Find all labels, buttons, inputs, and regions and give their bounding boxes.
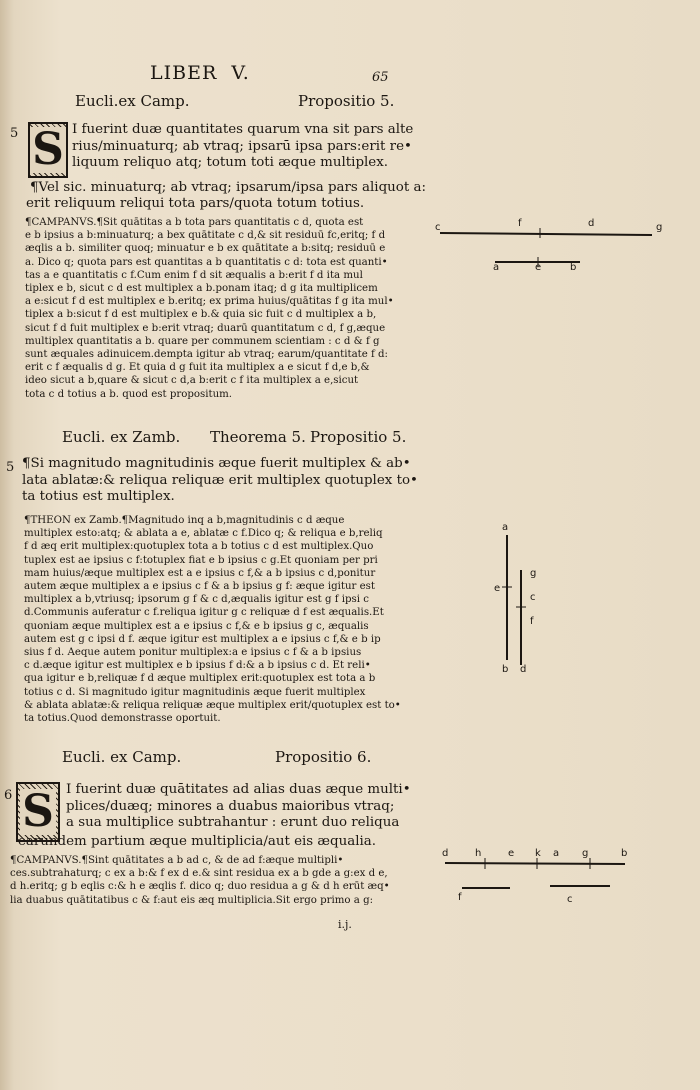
sec3-margin-number: 6 (4, 788, 13, 803)
comment-line: totius c d. Si magnitudo igitur magnitudinis æque fuerit multiplex (24, 686, 366, 698)
fig3-label-c: c (567, 894, 573, 905)
comment-line: æqlis a b. similiter quoq; minuatur e b ex quātitate a b:sitq; residuū e (25, 243, 386, 255)
comment-line: quoniam æque multiplex est a e ipsius c f,& e b ipsius g c, æqualis (24, 620, 369, 632)
comment-line: multiplex quantitatis a b. quare per communem scientiam : c d & f g (25, 335, 380, 347)
sec3-proposition: Propositio 6. (275, 748, 372, 766)
comment-line: autem est g c ipsi d f. æque igitur est multiplex a e ipsius c f,& e b ip (24, 633, 381, 645)
sec3-dropcap-letter: S (22, 786, 54, 837)
comment-line: & ablata ablatæ:& reliqua reliquæ æque multiplex erit/quotuplex est to• (24, 699, 401, 711)
comment-line: tota c d totius a b. quod est propositum. (25, 388, 233, 400)
comment-line: lia duabus quātitatibus c & f:aut eis æq multiplicia.Sit ergo primo a g: (10, 894, 374, 906)
comment-line: sius f d. Aeque autem ponitur multiplex:a e ipsius c f & a b ipsius (24, 647, 362, 659)
fig1-label-e: e (535, 262, 542, 273)
sec2-enunciation (22, 456, 418, 506)
sec1-vel2: erit reliquum reliqui tota pars/quota totum totius. (26, 196, 365, 211)
comment-line: ta totius.Quod demonstrasse oportuit. (24, 713, 221, 725)
sec2-proposition: Propositio 5. (310, 428, 407, 446)
comment-line: ideo sicut a b,quare & sicut c d,a b:erit c f ita multiplex a e,sicut (25, 375, 359, 387)
comment-line: tiplex e b, sicut c d est multiplex a b.ponam itaq; d g ita multiplicem (25, 283, 378, 295)
sec2-commentary (24, 514, 401, 725)
signature-mark: i.j. (338, 918, 352, 931)
sec3-line: a sua multiplice subtrahantur : erunt duo reliqua (66, 815, 400, 831)
fig2-label-a: a (502, 522, 509, 533)
figure-1-lines (430, 220, 663, 280)
fig2-label-d: d (520, 664, 527, 675)
fig3-label-g: g (582, 848, 589, 859)
fig2-label-f: f (530, 616, 534, 627)
sec3-line: plices/duæq; minores a duabus maioribus vtraq; (66, 798, 395, 814)
sec3-line: I fuerint duæ quātitates ad alias duas æque multi• (66, 782, 411, 797)
comment-line: f d æq erit multiplex:quotuplex tota a b totius c d est multiplex.Quo (24, 541, 374, 553)
fig1-label-d: d (588, 218, 595, 229)
sec2-line: ¶Si magnitudo magnitudinis æque fuerit multiplex & ab• (22, 456, 411, 471)
sec3-dropcap (16, 782, 60, 842)
running-head (150, 62, 250, 84)
sec3-source: Eucli. ex Camp. (62, 748, 182, 766)
fig3-label-e: e (508, 848, 515, 859)
comment-line: autem æque multiplex a e ipsius c f & a b ipsius g f: æque igitur est (24, 581, 375, 593)
fig1-label-g: g (656, 222, 663, 233)
comment-line: multiplex a b,vtriusq; ipsorum g f & c d,æqualis igitur est g f ipsi c (24, 594, 369, 606)
sec2-theorem: Theorema 5. (210, 428, 306, 446)
figure-2-lines (495, 525, 535, 675)
comment-line: ¶CAMPANVS.¶Sint quātitates a b ad c, & de ad f:æque multipli• (10, 855, 344, 866)
liber-number: V. (231, 62, 250, 84)
comment-line: tuplex est ae ipsius c f:totuplex fiat e b ipsius c g.Et quoniam per pri (24, 554, 378, 566)
fig2-label-c: c (530, 592, 536, 603)
comment-line: c d.æque igitur est multiplex e b ipsius f d:& a b ipsius c d. Et reli• (24, 660, 371, 672)
fig3-label-a: a (553, 848, 560, 859)
comment-line: sunt æquales adinuicem.dempta igitur ab vtraq; earum/quantitate f d: (25, 349, 388, 361)
comment-line: a e:sicut f d est multiplex e b.eritq; ex prima huius/quātitas f g ita mul• (25, 296, 394, 308)
comment-line: qua igitur e b,reliquæ f d æque multiplex erit:quotuplex est tota a b (24, 673, 376, 685)
sec2-margin-number: 5 (6, 460, 15, 475)
comment-line: erit c f æqualis d g. Et quia d g fuit ita multiplex a e sicut f d,e b,& (25, 362, 370, 374)
comment-line: multiplex esto:atq; & ablata a e, ablatæ c f.Dico q; & reliqua e b,reliq (24, 528, 383, 540)
fig3-label-f: f (458, 892, 462, 903)
sec1-proposition: Propositio 5. (298, 92, 395, 110)
comment-line: ¶CAMPANVS.¶Sit quātitas a b tota pars quantitatis c d, quota est (25, 217, 364, 228)
sec3-enunciation-last: earundem partium æque multiplicia/aut eis æqualia. (18, 834, 377, 849)
liber-label: LIBER (150, 62, 218, 84)
sec3-enunciation (66, 782, 411, 832)
fig3-label-k: k (535, 848, 541, 859)
sec1-line: liquum reliquo atq; totum toti æque multiplex. (72, 155, 389, 171)
fig1-label-f: f (518, 218, 522, 229)
comment-line: sicut f d fuit multiplex e b:erit vtraq; duarū quantitatum c d, f g,æque (25, 322, 386, 334)
sec2-line: ta totius est multiplex. (22, 489, 175, 505)
sec1-dropcap (28, 122, 68, 178)
sec1-margin-number: 5 (10, 126, 19, 141)
sec1-vel: ¶Vel sic. minuaturq; ab vtraq; ipsarum/ipsa pars aliquot a: (30, 180, 426, 195)
sec2-source: Eucli. ex Zamb. (62, 428, 181, 446)
sec1-line: I fuerint duæ quantitates quarum vna sit pars alte (72, 122, 414, 137)
sec1-dropcap-letter: S (32, 124, 64, 175)
fig1-label-b: b (570, 262, 577, 273)
comment-line: tas a e quantitatis c f.Cum enim f d sit æqualis a b:erit f d ita mul (25, 269, 363, 281)
sec1-line: rius/minuaturq; ab vtraq; ipsarū ipsa pars:erit re• (72, 138, 412, 154)
fig1-label-a: a (493, 262, 500, 273)
comment-line: a. Dico q; quota pars est quantitas a b quantitatis c d: tota est quanti• (25, 256, 388, 268)
sec3-commentary (10, 854, 390, 907)
sec1-source: Eucli.ex Camp. (75, 92, 190, 110)
comment-line: mam huius/æque multiplex est a e ipsius c f,& a b ipsius c d,ponitur (24, 567, 376, 579)
fig3-label-h: h (475, 848, 482, 859)
fig3-label-d: d (442, 848, 449, 859)
sec1-commentary (25, 216, 394, 401)
fig3-label-b: b (621, 848, 628, 859)
comment-line: d.Communis auferatur c f.reliqua igitur g c reliquæ d f est æqualis.Et (24, 607, 384, 619)
comment-line: ¶THEON ex Zamb.¶Magnitudo inq a b,magnitudinis c d æque (24, 515, 345, 526)
comment-line: e b ipsius a b:minuaturq; a bex quātitate c d,& sit residuū fc,eritq; f d (25, 230, 386, 242)
page-number: 65 (372, 70, 389, 85)
comment-line: tiplex a b:sicut f d est multiplex e b.& quia sic fuit c d multiplex a b, (25, 309, 377, 321)
sec2-line: lata ablatæ:& reliqua reliquæ erit multiplex quotuplex to• (22, 472, 418, 488)
fig2-label-b: b (502, 664, 509, 675)
sec1-enunciation (72, 122, 413, 172)
comment-line: d h.eritq; g b eqlis c:& h e æqlis f. dico q; duo residua a g & d h erūt æq• (10, 881, 390, 893)
comment-line: ces.subtrahaturq; c ex a b:& f ex d e.& sint residua ex a b gde a g:ex d e, (10, 868, 388, 880)
fig2-label-g: g (530, 568, 537, 579)
fig1-label-c: c (435, 222, 441, 233)
fig2-label-e: e (494, 583, 501, 594)
